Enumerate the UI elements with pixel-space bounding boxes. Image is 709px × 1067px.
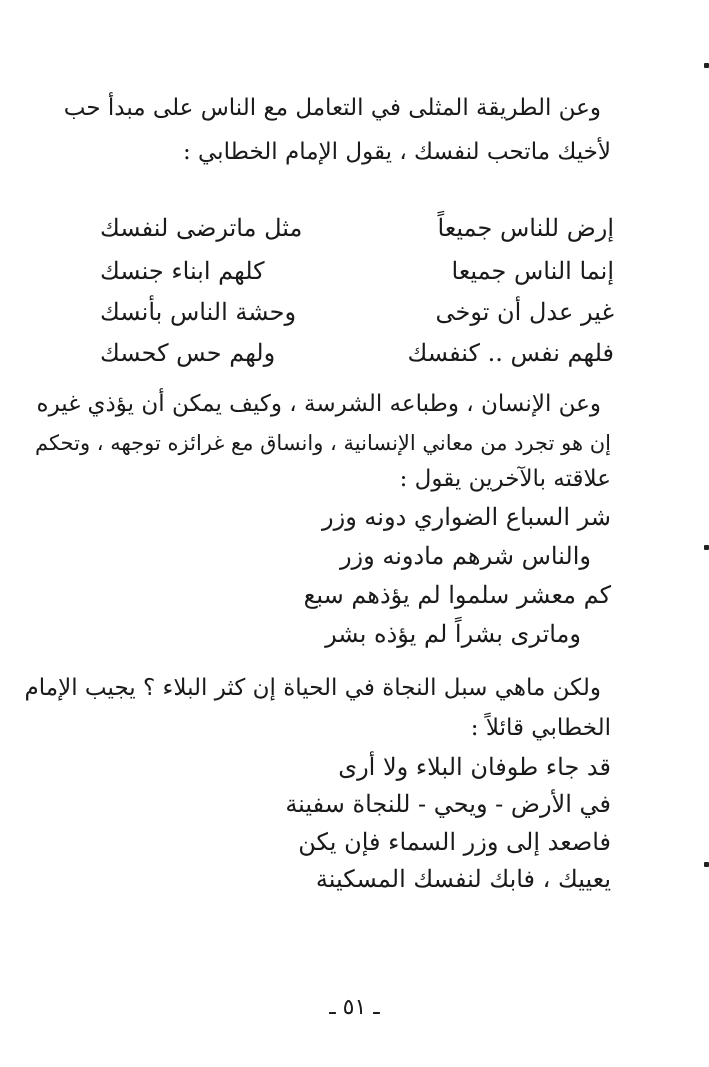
poem1-verse-3 xyxy=(100,290,614,334)
edge-mark-bottom xyxy=(704,862,709,867)
intro-line-2: لأخيك ماتحب لنفسك ، يقول الإمام الخطابي : xyxy=(182,139,611,165)
poem1-verse-1-left: مثل ماترضى لنفسك xyxy=(100,214,303,242)
para2-line-3: علاقته بالآخرين يقول : xyxy=(399,466,611,492)
poem3-line-3: فاصعد إلى وزر السماء فإن يكن xyxy=(298,828,611,856)
poem3-line-2: في الأرض - ويحي - للنجاة سفينة xyxy=(285,790,611,818)
poem2-line-2: والناس شرهم مادونه وزر xyxy=(339,542,591,570)
intro-line-1: وعن الطريقة المثلى في التعامل مع الناس على مبدأ حب xyxy=(63,95,601,121)
edge-mark-middle xyxy=(704,545,709,550)
poem1-verse-1 xyxy=(100,206,614,250)
poem1-verse-4-right: فلهم نفس .. كنفسك xyxy=(407,339,614,367)
poem1-verse-3-left: وحشة الناس بأنسك xyxy=(100,298,297,326)
poem2-line-3: كم معشر سلموا لم يؤذهم سبع xyxy=(303,581,611,609)
para3-line-2: الخطابي قائلاً : xyxy=(470,715,611,741)
poem2-line-4: وماترى بشراً لم يؤذه بشر xyxy=(325,620,581,648)
poem1-verse-2-right: إنما الناس جميعا xyxy=(451,257,614,285)
poem3-line-1: قد جاء طوفان البلاء ولا أرى xyxy=(338,753,611,781)
poem1-verse-4-left: ولهم حس كحسك xyxy=(100,339,276,367)
poem1-verse-2 xyxy=(100,249,614,293)
poem1-verse-3-right: غير عدل أن توخى xyxy=(435,298,614,326)
edge-mark-top xyxy=(704,63,709,68)
para3-line-1: ولكن ماهي سبل النجاة في الحياة إن كثر البلاء ؟ يجيب الإمام xyxy=(24,675,601,701)
poem3-line-4: يعييك ، فابك لنفسك المسكينة xyxy=(315,865,611,893)
poem1-verse-1-right: إرض للناس جميعاً xyxy=(437,214,614,242)
poem2-line-1: شر السباع الضواري دونه وزر xyxy=(322,503,611,531)
para2-line-2: إن هو تجرد من معاني الإنسانية ، وانساق مع غرائزه توجهه ، وتحكم xyxy=(34,431,611,455)
poem1-verse-2-left: كلهم ابناء جنسك xyxy=(100,257,265,285)
poem1-verse-4 xyxy=(100,331,614,375)
para2-line-1: وعن الإنسان ، وطباعه الشرسة ، وكيف يمكن أن يؤذي غيره xyxy=(36,391,601,417)
page-number: ـ ٥١ ـ xyxy=(329,995,380,1020)
